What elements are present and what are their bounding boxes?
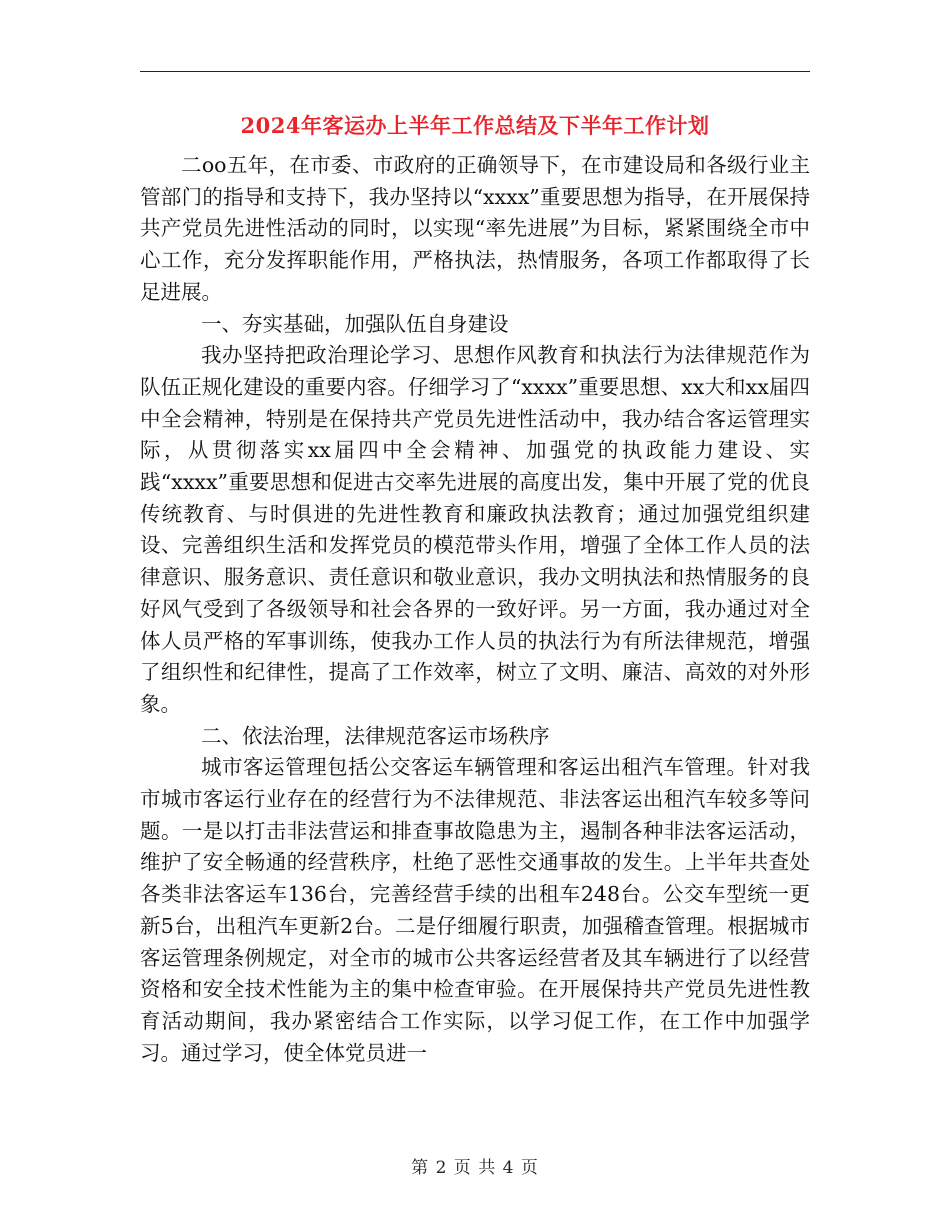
document-title: 2024年客运办上半年工作总结及下半年工作计划 (240, 113, 710, 138)
page-number-footer: 第 2 页 共 4 页 (411, 1158, 539, 1178)
paragraph-section-2: 城市客运管理包括公交客运车辆管理和客运出租汽车管理。针对我市城市客运行业存在的经营行为不法律规范、非法客运出租汽车较多等问题。一是以打击非法营运和排查事故隐患为主，遏制各种非法客运活动，维护了安全畅通的经营秩序，杜绝了恶性交通事故的发生。上半年共查处各类非法客运车136台，完善经营手续的出租车248台。公交车型统一更新5台，出租汽车更新2台。二是仔细履行职责，加强稽查管理。根据城市客运管理条例规定，对全市的城市公共客运经营者及其车辆进行了以经营资格和安全技术性能为主的集中检查审验。在开展保持共产党员先进性教育活动期间，我办紧密结合工作实际，以学习促工作，在工作中加强学习。通过学习，使全体党员进一 (140, 755, 810, 1065)
section-heading-1: 一、夯实基础，加强队伍自身建设 (201, 311, 509, 336)
section-heading-2: 二、依法治理，法律规范客运市场秩序 (201, 723, 550, 748)
document-body (140, 150, 810, 1069)
paragraph-section-1: 我办坚持把政治理论学习、思想作风教育和执法行为法律规范作为队伍正规化建设的重要内容。仔细学习了“xxxx”重要思想、xx大和xx届四中全会精神，特别是在保持共产党员先进性活动中，我办结合客运管理实际，从贯彻落实xx届四中全会精神、加强党的执政能力建设、实践“xxxx”重要思想和促进古交率先进展的高度出发，集中开展了党的优良传统教育、与时俱进的先进性教育和廉政执法教育；通过加强党组织建设、完善组织生活和发挥党员的模范带头作用，增强了全体工作人员的法律意识、服务意识、责任意识和敬业意识，我办文明执法和热情服务的良好风气受到了各级领导和社会各界的一致好评。另一方面，我办通过对全体人员严格的军事训练，使我办工作人员的执法行为有所法律规范，增强了组织性和纪律性，提高了工作效率，树立了文明、廉洁、高效的对外形象。 (140, 343, 810, 716)
header-rule (140, 71, 810, 72)
paragraph-intro: 二oo五年，在市委、市政府的正确领导下，在市建设局和各级行业主管部门的指导和支持下，我办坚持以“xxxx”重要思想为指导，在开展保持共产党员先进性活动的同时，以实现“率先进展”为目标，紧紧围绕全市中心工作，充分发挥职能作用，严格执法，热情服务，各项工作都取得了长足进展。 (140, 153, 810, 304)
